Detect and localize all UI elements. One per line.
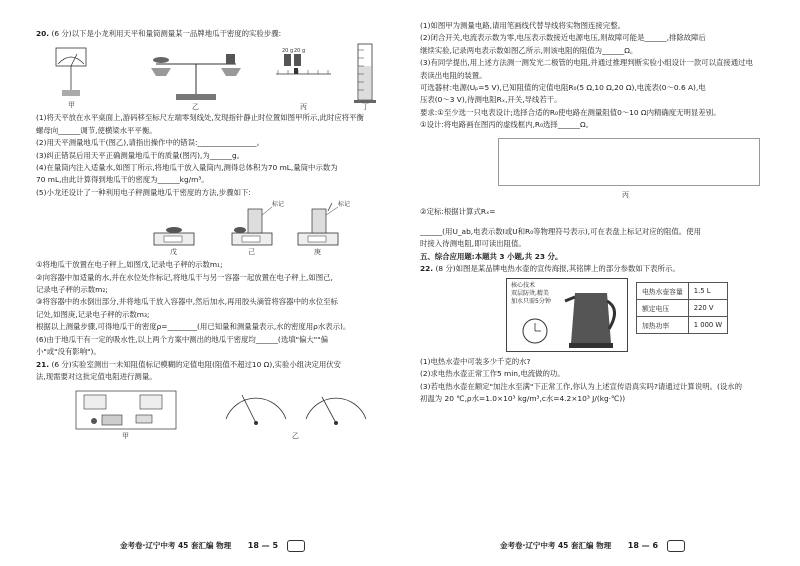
measuring-cylinder-figure (354, 44, 376, 103)
fig-label-yi: 乙 (192, 103, 199, 112)
weights-and-scale-figure (276, 48, 331, 74)
q21c-line-1: (1)如图甲为测量电路,请用笔画线代替导线将实物图连接完整。 (420, 21, 625, 30)
kettle-spec-table (636, 282, 728, 334)
q22-number: 22. (420, 264, 434, 274)
scale-figure-geng (298, 203, 338, 245)
q20-line-2: 螺母向______调节,使横梁水平平衡。 (36, 125, 157, 135)
q21c-line-3: 继续实验,记录两电表示数如图乙所示,则该电阻的阻值为______Ω。 (420, 45, 638, 55)
q20-step-7: (6)由于地瓜干有一定的吸水性,以上两个方案中测出的地瓜干密度均______(选填"偏大""偏 (36, 334, 328, 344)
q20-line-7: (5)小龙还设计了一种利用电子秤测量地瓜干密度的方法,步骤如下: (36, 187, 251, 197)
balance-pointer-figure (56, 48, 86, 96)
svg-text:20 g: 20 g (294, 48, 306, 55)
table-row: 额定电压 220 V (637, 299, 728, 316)
section-5-heading: 五、综合应用题:本题共 3 小题,共 23 分。 (420, 251, 563, 261)
fig-label-ji: 己 (248, 248, 255, 257)
q20-step-5: 记处,如图庚,记录电子秤的示数m₃; (36, 309, 150, 319)
q22-figure (420, 276, 772, 356)
q22-line-2: (2)求电热水壶正常工作5 min,电流做的功。 (420, 369, 565, 379)
q20-intro: 20. (6 分)以下是小龙利用天平和量筒测量某一品牌地瓜干密度的实验步骤: (36, 29, 282, 38)
table-row: 电热水壶容量 1.5 L (637, 282, 728, 299)
q20-step-8: 小"或"没有影响")。 (36, 347, 101, 357)
q20-step-6: 根据以上测量步骤,可得地瓜干的密度ρ=________(用已知量和测量量表示,水的密度用ρ水表示)。 (36, 322, 351, 332)
circuit-figure (76, 391, 176, 429)
right-page (400, 0, 800, 566)
q22-intro: 22. (8 分)如图是某品牌电热水壶的宣传海报,其铭牌上的部分参数如下表所示。 (420, 264, 680, 274)
q21-intro-1: 21. (6 分)实验室测出一未知阻值标记模糊的定值电阻(阻值不超过10 Ω),实验小组决定用伏安 (36, 359, 342, 369)
right-page-number: 18 — 6 (627, 541, 659, 550)
q21-number: 21. (36, 359, 50, 369)
q21c-line-4: (3)有同学提出,用上述方法测一测发光二极管的电阻,并通过推理判断实验小组设计一款可以直接通过电 (420, 58, 753, 68)
q22-line-3: (3)若电热水壶在额定"加注水至满"下正常工作,你认为上述宣传语真实吗?请通过计算说明。(设水的 (420, 381, 743, 391)
q20-line-3: (2)用天平测量地瓜干(图乙),请指出操作中的错误:________________。 (36, 138, 265, 148)
publisher-logo-icon (667, 540, 685, 552)
fig-label-wu: 戊 (170, 248, 177, 257)
electronic-scale-svg (36, 199, 386, 259)
q20-step-2: ②向容器中加适量的水,并在水位处作标记,将地瓜干与另一容器一起放置在电子秤上,如图己, (36, 272, 333, 282)
q21-intro-2: 法,现需要对这批定值电阻进行测量。 (36, 371, 157, 381)
fig-label-bing: 丙 (300, 103, 307, 112)
q21c-line-6: 可选器材:电源(Uₚ=5 V),已知阻值的定值电阻R₀(5 Ω,10 Ω,20 Ω),电流表(0～0.6 A),电 (420, 83, 706, 93)
q20-line-5: (4)在量筒内注入适量水,如图丁所示,将地瓜干放入量筒内,测得总体积为70 mL,量筒中示数为 (36, 163, 338, 173)
q21c-line-7: 压表(0～3 V),待测电阻Rₓ,开关,导线若干。 (420, 95, 562, 105)
q21c-line-5: 表读出电阻的装置。 (420, 70, 487, 80)
circuit-meter-svg (36, 383, 386, 441)
fig-label-q21-jia: 甲 (122, 432, 129, 441)
q21t-line-1: ②定标:根据计算式Rₓ= (420, 206, 496, 216)
q21-figure (36, 383, 386, 441)
kettle-illustration (507, 279, 627, 351)
scale-figure-ji (232, 207, 272, 245)
mark-label-1: 标记 (272, 201, 285, 209)
q20-line-4: (3)纠正错误后用天平正确测量地瓜干的质量(图丙),为______g。 (36, 150, 245, 160)
q20-line-6: 70 mL,由此计算得到地瓜干的密度为______kg/m³。 (36, 175, 209, 185)
voltmeter-figure (306, 397, 366, 425)
mark-label-2: 标记 (338, 201, 351, 209)
poster-text: 核心技术 双层防烫,精美 加水只需5分钟 (511, 281, 551, 305)
svg-text:20 g: 20 g (282, 48, 294, 55)
q20-line-1: (1)将天平放在水平桌面上,游码移至标尺左端零刻线处,发现指针静止时位置如图甲所示,此时应将平衡 (36, 113, 364, 123)
table-row: 加热功率 1 000 W (637, 316, 728, 333)
q21c-line-9: ①设计:将电路画在图丙的虚线框内,R₀选择______Ω。 (420, 120, 594, 130)
q20-step-1: ①将地瓜干放置在电子秤上,如图戊,记录电子秤的示数m₁; (36, 260, 223, 270)
q20-step-4: ③将容器中的水倒出部分,并将地瓜干放入容器中,然后加水,再用胶头滴管将容器中的水位至标 (36, 297, 338, 307)
q20-step-3: 记录电子秤的示数m₂; (36, 285, 108, 295)
q21t-line-2: ______(用U_ab,电表示数I或U和R₀等物理符号表示),可在表盘上标记对应的阻值。使用 (420, 227, 701, 237)
dashed-answer-box (498, 138, 760, 186)
q20-figure-row1 (36, 40, 386, 112)
fig-label-ding: 丁 (362, 103, 369, 112)
q22-line-4: 初温为 20 ℃,ρ水=1.0×10³ kg/m³,c水=4.2×10³ J/(kg·℃)) (420, 393, 626, 403)
q22-line-1: (1)电热水壶中可装多少千克的水? (420, 356, 531, 366)
right-footer: 金考卷·辽宁中考 45 套汇编 物理 18 — 6 (500, 540, 685, 552)
left-page-number: 18 — 5 (247, 541, 279, 550)
q20-number: 20. (36, 29, 50, 38)
fig-label-geng: 庚 (314, 248, 321, 257)
answer-box-figure (420, 138, 772, 200)
fig-label-right-bing: 丙 (622, 190, 629, 199)
q21t-line-3: 时接入待测电阻,即可读出阻值。 (420, 239, 526, 249)
q21c-line-2: (2)闭合开关,电流表示数为零,电压表示数接近电源电压,则故障可能是______,排除故障后 (420, 33, 706, 43)
q20-figure-svg (36, 40, 386, 112)
left-footer: 金考卷·辽宁中考 45 套汇编 物理 18 — 5 (120, 540, 305, 552)
ammeter-figure (226, 395, 286, 425)
q20-figure-row2 (36, 199, 386, 259)
scale-figure-wu (154, 227, 194, 245)
balance-weighing-figure (151, 54, 241, 100)
fig-label-q21-yi: 乙 (292, 432, 299, 441)
fig-label-jia: 甲 (68, 101, 75, 110)
publisher-logo-icon (287, 540, 305, 552)
kettle-poster (506, 278, 628, 352)
q21c-line-8: 要求:①至少选一只电表设计;选择合适的R₀使电路在测量阻值0～10 Ω内精确度无明显差别。 (420, 107, 721, 117)
